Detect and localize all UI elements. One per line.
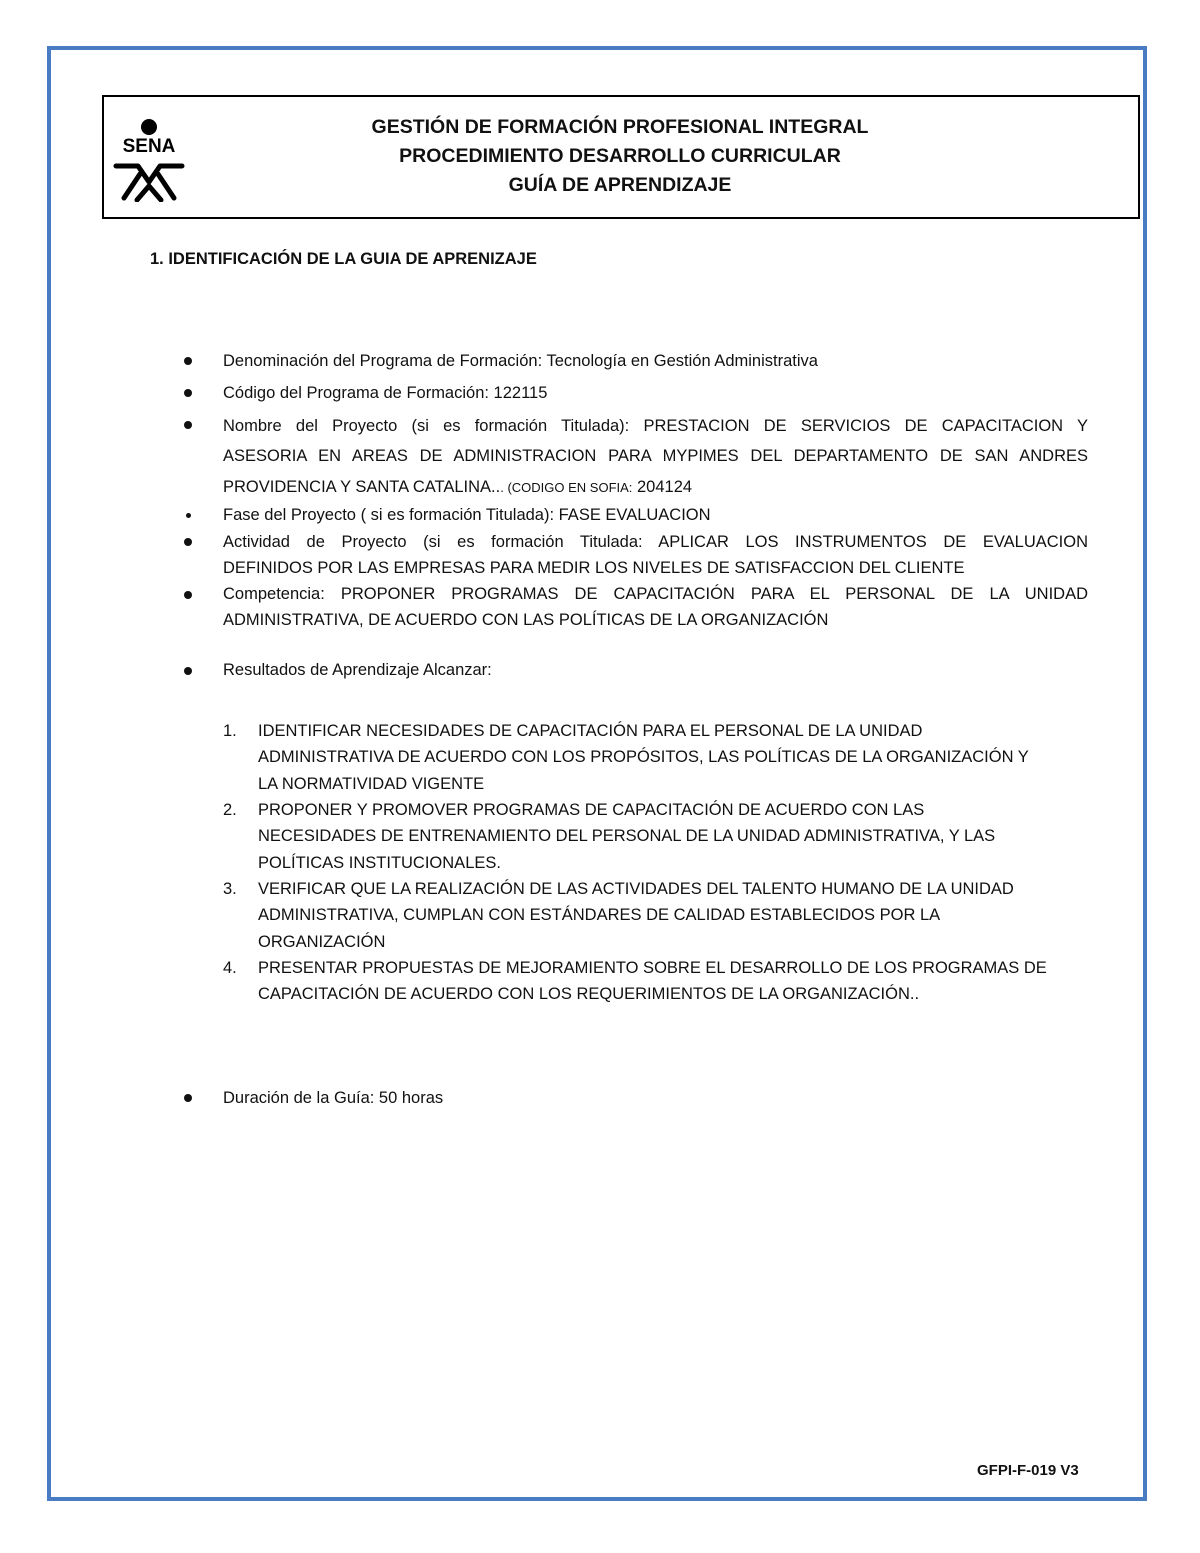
actividad-line-2: DEFINIDOS POR LAS EMPRESAS PARA MEDIR LOS NIVELES DE SATISFACCION DEL CLIENTE	[223, 559, 965, 577]
denominacion-item: Denominación del Programa de Formación: Tecnología en Gestión Administrativa	[223, 352, 818, 370]
nombre-proyecto-line-3	[223, 472, 1088, 503]
competencia-line-2: ADMINISTRATIVA, DE ACUERDO CON LAS POLÍTICAS DE LA ORGANIZACIÓN	[223, 611, 829, 629]
bullet-icon	[184, 591, 192, 599]
duracion-item: Duración de la Guía: 50 horas	[223, 1089, 444, 1107]
header-title	[240, 113, 1000, 200]
nombre-proyecto-line-1: Nombre del Proyecto (si es formación Titulada): PRESTACION DE SERVICIOS DE CAPACITACION Y	[223, 417, 1088, 435]
sena-logo-text: SENA	[122, 136, 176, 157]
bullet-icon	[184, 389, 192, 397]
bullet-icon	[186, 513, 191, 518]
resultado-line: ORGANIZACIÓN	[258, 932, 386, 951]
codigo-sofia-value: 204124	[632, 478, 693, 496]
resultado-line: PROPONER Y PROMOVER PROGRAMAS DE CAPACITACIÓN DE ACUERDO CON LAS	[258, 801, 925, 819]
actividad-line-1: Actividad de Proyecto (si es formación Titulada: APLICAR LOS INSTRUMENTOS DE EVALUACION	[223, 533, 1088, 551]
resultado-line: NECESIDADES DE ENTRENAMIENTO DEL PERSONAL DE LA UNIDAD ADMINISTRATIVA, Y LAS	[258, 827, 996, 846]
section-title: 1. IDENTIFICACIÓN DE LA GUIA DE APRENIZAJE	[150, 250, 537, 268]
resultado-line: ADMINISTRATIVA DE ACUERDO CON LOS PROPÓSITOS, LAS POLÍTICAS DE LA ORGANIZACIÓN Y	[258, 748, 1029, 767]
resultado-number: 1.	[223, 722, 237, 740]
header-line-2: PROCEDIMIENTO DESARROLLO CURRICULAR	[399, 145, 841, 167]
resultado-line: POLÍTICAS INSTITUCIONALES.	[258, 853, 501, 872]
fase-item: Fase del Proyecto ( si es formación Titulada): FASE EVALUACION	[223, 506, 711, 524]
resultados-label: Resultados de Aprendizaje Alcanzar:	[223, 661, 492, 679]
header-line-1: GESTIÓN DE FORMACIÓN PROFESIONAL INTEGRAL	[371, 116, 869, 138]
bullet-icon	[184, 667, 192, 675]
resultado-line: IDENTIFICAR NECESIDADES DE CAPACITACIÓN PARA EL PERSONAL DE LA UNIDAD	[258, 722, 923, 740]
resultado-item	[258, 797, 1098, 876]
resultado-number: 4.	[223, 959, 237, 977]
resultado-item	[258, 718, 1098, 797]
bullet-icon	[184, 421, 192, 429]
sena-logo	[104, 118, 194, 202]
resultado-line: VERIFICAR QUE LA REALIZACIÓN DE LAS ACTIVIDADES DEL TALENTO HUMANO DE LA UNIDAD	[258, 880, 1014, 898]
resultado-item	[258, 876, 1098, 955]
bullet-icon	[184, 538, 192, 546]
resultado-item	[258, 955, 1098, 1008]
nombre-proyecto-text: PROVIDENCIA Y SANTA CATALINA..	[223, 478, 501, 496]
form-code: GFPI-F-019 V3	[977, 1462, 1079, 1479]
bullet-icon	[184, 357, 192, 365]
competencia-line-1: Competencia: PROPONER PROGRAMAS DE CAPACITACIÓN PARA EL PERSONAL DE LA UNIDAD	[223, 585, 1088, 603]
header-line-3: GUÍA DE APRENDIZAJE	[508, 174, 732, 196]
resultado-line: CAPACITACIÓN DE ACUERDO CON LOS REQUERIMIENTOS DE LA ORGANIZACIÓN..	[258, 985, 920, 1004]
resultado-number: 2.	[223, 801, 237, 819]
resultado-line: LA NORMATIVIDAD VIGENTE	[258, 774, 485, 793]
codigo-sofia-label: . (CODIGO EN SOFIA:	[500, 480, 633, 495]
resultado-line: ADMINISTRATIVA, CUMPLAN CON ESTÁNDARES DE CALIDAD ESTABLECIDOS POR LA	[258, 906, 941, 925]
resultado-line: PRESENTAR PROPUESTAS DE MEJORAMIENTO SOBRE EL DESARROLLO DE LOS PROGRAMAS DE	[258, 959, 1047, 977]
resultado-number: 3.	[223, 880, 237, 898]
codigo-item: Código del Programa de Formación: 122115	[223, 384, 548, 402]
bullet-icon	[184, 1094, 192, 1102]
nombre-proyecto-line-2: ASESORIA EN AREAS DE ADMINISTRACION PARA MYPIMES DEL DEPARTAMENTO DE SAN ANDRES	[223, 447, 1088, 465]
